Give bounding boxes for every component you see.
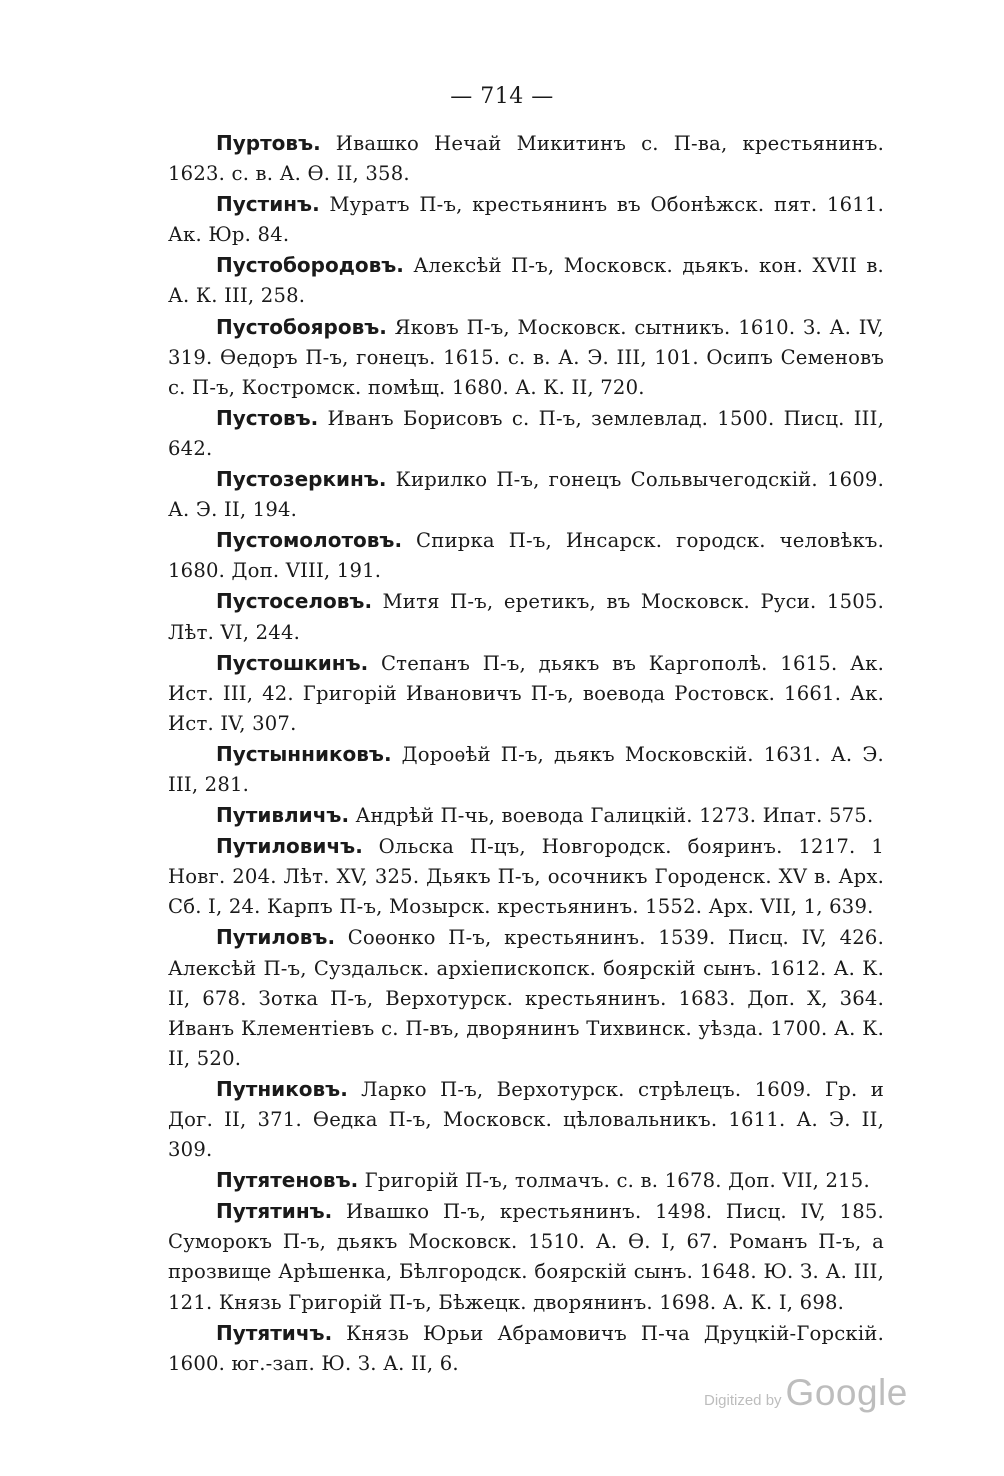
- entry: [168, 464, 884, 525]
- entry-text: Ларко П-ъ, Верхотурск. стрѣлецъ. 1609. Гр. и Дог. II, 371. Ѳедка П-ъ, Московск. цѣловальникъ. 1611. А. Э. II, 309.: [168, 1077, 884, 1162]
- entry: [168, 1074, 884, 1165]
- entry-surname: Пуртовъ.: [216, 131, 321, 155]
- entry-text: Кирилко П-ъ, гонецъ Сольвычегодскій. 1609. А. Э. II, 194.: [168, 468, 885, 522]
- entry-text: Митя П-ъ, еретикъ, въ Московск. Руси. 1505. Лѣт. VI, 244.: [168, 590, 884, 644]
- entry: [168, 1165, 884, 1196]
- entry-surname: Путниковъ.: [216, 1076, 348, 1101]
- entry: [168, 739, 884, 800]
- entry-text: Князь Юрьи Абрамовичъ П-ча Друцкій-Горскій. 1600. юг.-зап. Ю. З. А. II, 6.: [168, 1321, 884, 1375]
- entry-surname: Путятичъ.: [216, 1320, 333, 1345]
- watermark-prefix: Digitized by: [704, 1392, 782, 1409]
- entry-surname: Пустобояровъ.: [216, 314, 387, 339]
- entry: [168, 800, 884, 831]
- entry-surname: Путивличъ.: [216, 803, 350, 828]
- entry-text: Григорій П-ъ, толмачъ. с. в. 1678. Доп. VII, 215.: [364, 1169, 870, 1193]
- entry-text: Дороѳѣй П-ъ, дьякъ Московскій. 1631. А. Э. III, 281.: [168, 742, 884, 796]
- entry-text: Ивашко П-ъ, крестьянинъ. 1498. Писц. IV, 185. Суморокъ П-ъ, дьякъ Московск. 1510. А. Ѳ. I, 67. Романъ П-ъ, а прозвище Арѣшенка, Бѣлгородск. боярскій сынъ. 1648. Ю. З. А. III, 121. Князь Григорій П-ъ, Бѣжецк. дворянинъ. 1698. А. К. I, 698.: [168, 1200, 884, 1314]
- entry: [168, 128, 884, 189]
- entry-text: Яковъ П-ъ, Московск. сытникъ. 1610. З. А. IV, 319. Ѳедоръ П-ъ, гонецъ. 1615. с. в. А. Э. III, 101. Осипъ Семеновъ с. П-ъ, Костромск. помѣщ. 1680. А. К. II, 720.: [168, 315, 884, 399]
- entry-text: Иванъ Борисовъ с. П-ъ, землевлад. 1500. Писц. III, 642.: [168, 406, 884, 460]
- entry: [168, 189, 884, 250]
- entry: [168, 525, 884, 586]
- entry-surname: Пустоселовъ.: [216, 589, 373, 614]
- entry: [168, 1196, 884, 1317]
- entry-text: Степанъ П-ъ, дьякъ въ Каргополѣ. 1615. Ак. Ист. III, 42. Григорій Ивановичъ П-ъ, воевода Ростовск. 1661. Ак. Ист. IV, 307.: [168, 651, 884, 735]
- entry: [168, 1318, 884, 1379]
- entry-text: Андрѣй П-чь, воевода Галицкій. 1273. Ипат. 575.: [355, 804, 874, 828]
- entry-text: Спирка П-ъ, Инсарск. городск. человѣкъ. 1680. Доп. VIII, 191.: [168, 529, 884, 583]
- entry: [168, 312, 884, 403]
- entry-surname: Путятеновъ.: [216, 1168, 359, 1193]
- entry-surname: Путятинъ.: [216, 1199, 333, 1224]
- entry-surname: Пустынниковъ.: [216, 741, 392, 766]
- entry-surname: Путиловъ.: [216, 925, 336, 950]
- entry: [168, 922, 884, 1073]
- entry: [168, 648, 884, 739]
- entry: [168, 831, 884, 922]
- entry-surname: Путиловичъ.: [216, 834, 363, 859]
- entry-surname: Пустошкинъ.: [216, 650, 369, 675]
- page-number: — 714 —: [450, 84, 554, 109]
- entry-text: Ивашко Нечай Микитинъ с. П-ва, крестьянинъ. 1623. с. в. А. Ѳ. II, 358.: [168, 132, 884, 186]
- entry-text: Муратъ П-ъ, крестьянинъ въ Обонѣжск. пят. 1611. Ак. Юр. 84.: [168, 193, 884, 247]
- entry: [168, 586, 884, 647]
- entry-surname: Пустомолотовъ.: [216, 528, 403, 553]
- google-logo: Google: [785, 1372, 908, 1413]
- entry-text: Алексѣй П-ъ, Московск. дьякъ. кон. XVII в. А. К. III, 258.: [168, 254, 884, 308]
- digitized-by-watermark: [704, 1372, 908, 1414]
- entry-surname: Пустовъ.: [216, 405, 319, 430]
- entry-surname: Пустинъ.: [216, 192, 320, 217]
- entry-surname: Пустозеркинъ.: [216, 467, 387, 492]
- entry-text: Соѳонко П-ъ, крестьянинъ. 1539. Писц. IV, 426. Алексѣй П-ъ, Суздальск. архіепископск. боярскій сынъ. 1612. А. К. II, 678. Зотка П-ъ, Верхотурск. крестьянинъ. 1683. Доп. X, 364. Иванъ Клементіевъ с. П-въ, дворянинъ Тихвинск. уѣзда. 1700. А. К. II, 520.: [168, 926, 884, 1070]
- entry: [168, 403, 884, 464]
- entry: [168, 250, 884, 311]
- entry-surname: Пустобородовъ.: [216, 253, 404, 278]
- dictionary-entries: [168, 128, 884, 1379]
- entry-text: Ольска П-цъ, Новгородск. бояринъ. 1217. 1 Новг. 204. Лѣт. XV, 325. Дьякъ П-ъ, осочникъ Городенск. XV в. Арх. Сб. I, 24. Карпъ П-ъ, Мозырск. крестьянинъ. 1552. Арх. VII, 1, 639.: [168, 835, 884, 919]
